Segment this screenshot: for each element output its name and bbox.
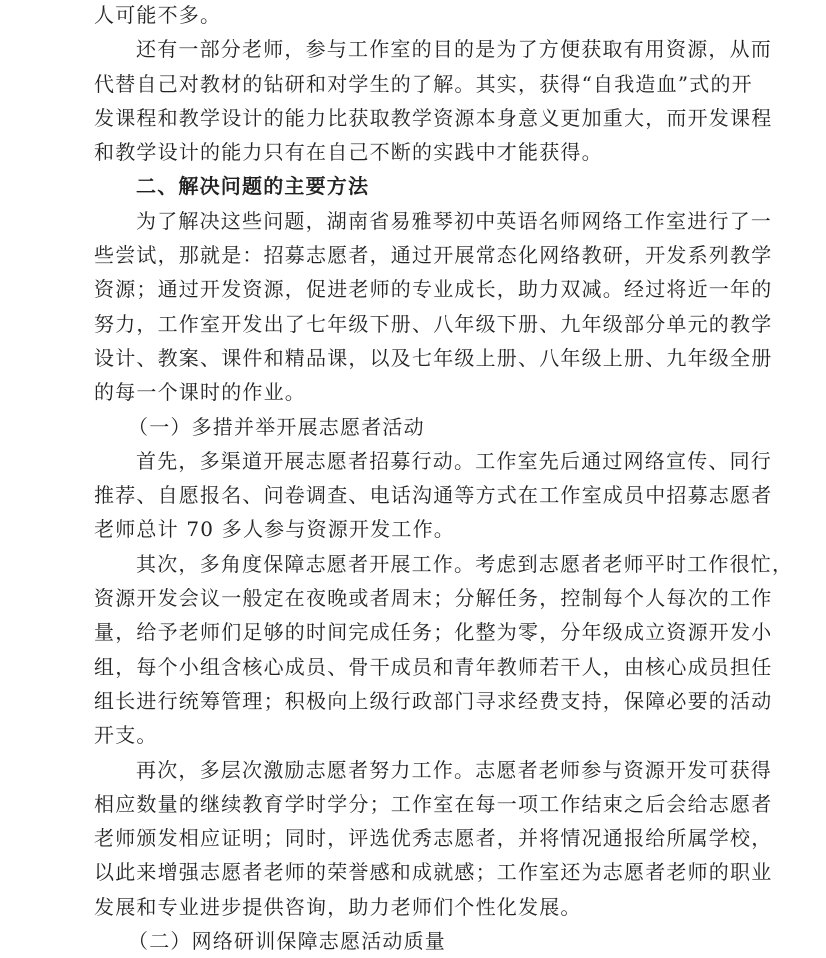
text-line: 些尝试，那就是：招募志愿者，通过开展常态化网络教研，开发系列教学 — [94, 243, 773, 268]
text-line: 相应数量的继续教育学时学分；工作室在每一项工作结束之后会给志愿者 — [94, 791, 773, 816]
section-heading: 二、解决问题的主要方法 — [136, 174, 370, 199]
document-page — [94, 0, 794, 958]
text-line: 推荐、自愿报名、问卷调查、电话沟通等方式在工作室成员中招募志愿者 — [94, 483, 773, 508]
text-line: 和教学设计的能力只有在自己不断的实践中才能获得。 — [94, 140, 603, 165]
text-line: 以此来增强志愿者老师的荣誉感和成就感；工作室还为志愿者老师的职业 — [94, 860, 773, 885]
text-line: 其次，多角度保障志愿者开展工作。考虑到志愿者老师平时工作很忙， — [136, 551, 794, 576]
text-line: 代替自己对教材的钻研和对学生的了解。其实，获得“自我造血”式的开 — [94, 71, 753, 96]
text-line: 开支。 — [94, 723, 158, 748]
text-line: 设计、教案、课件和精品课，以及七年级上册、八年级上册、九年级全册 — [94, 345, 773, 370]
text-line: 老师总计 70 多人参与资源开发工作。 — [94, 517, 455, 542]
text-line: 努力，工作室开发出了七年级下册、八年级下册、九年级部分单元的教学 — [94, 311, 773, 336]
text-line: 老师颁发相应证明；同时，评选优秀志愿者，并将情况通报给所属学校， — [94, 826, 773, 851]
text-line: 的每一个课时的作业。 — [94, 380, 306, 405]
text-line: 首先，多渠道开展志愿者招募行动。工作室先后通过网络宣传、同行 — [136, 448, 772, 473]
text-line: 还有一部分老师，参与工作室的目的是为了方便获取有用资源，从而 — [136, 37, 772, 62]
text-line: 为了解决这些问题，湖南省易雅琴初中英语名师网络工作室进行了一 — [136, 208, 772, 233]
text-line: 资源开发会议一般定在夜晚或者周末；分解任务，控制每个人每次的工作 — [94, 586, 773, 611]
text-line: 人可能不多。 — [94, 3, 222, 27]
text-line: 发展和专业进步提供咨询，助力老师们个性化发展。 — [94, 894, 582, 919]
text-line: 量，给予老师们足够的时间完成任务；化整为零，分年级成立资源开发小 — [94, 620, 773, 645]
text-line: 组长进行统筹管理；积极向上级行政部门寻求经费支持，保障必要的活动 — [94, 688, 773, 713]
text-line: 发课程和教学设计的能力比获取教学资源本身意义更加重大，而开发课程 — [94, 105, 773, 130]
section-heading: （二）网络研训保障志愿活动质量 — [128, 929, 446, 954]
text-line: 组，每个小组含核心成员、骨干成员和青年教师若干人，由核心成员担任 — [94, 654, 773, 679]
text-line: 再次，多层次激励志愿者努力工作。志愿者老师参与资源开发可获得 — [136, 757, 772, 782]
text-line: 资源；通过开发资源，促进老师的专业成长，助力双减。经过将近一年的 — [94, 277, 773, 302]
section-heading: （一）多措并举开展志愿者活动 — [128, 414, 425, 439]
